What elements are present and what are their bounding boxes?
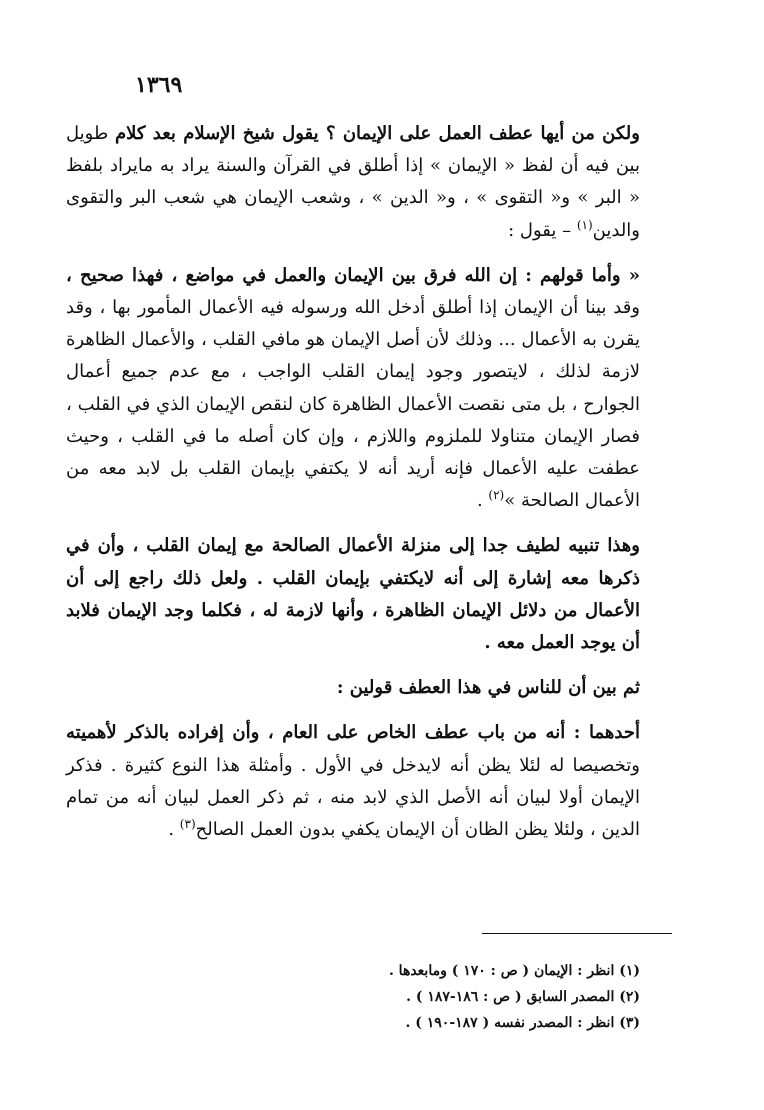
paragraph-text: وتخصيصا له لئلا يظن أنه لايدخل في الأول . وأمثلة هذا النوع كثيرة . فذكر الإيمان أولا لبيان أنه الأصل الذي لابد منه ، ثم ذكر العمل لبيان أنه من تمام الدين ، ولئلا يظن الظان أن الإيمان يكفي بدون العمل الصالح — [66, 754, 640, 841]
footnote-reference: (٣) — [179, 817, 196, 832]
paragraph-commentary — [66, 530, 640, 659]
paragraph-tail: . — [168, 819, 180, 841]
body-text — [66, 118, 640, 846]
footnote-3: (٣) انظر : المصدر نفسه ( ١٨٧-١٩٠ ) . — [405, 1015, 640, 1031]
paragraph-text: طويل بين فيه أن لفظ « الإيمان » إذا أطلق في القرآن والسنة يراد به مايراد بلفظ « البر » و« التقوى » ، و« الدين » ، وشعب الإيمان هي شعب البر والتقوى والدين — [66, 123, 640, 241]
paragraph-lead: أحدهما : أنه من باب عطف الخاص على العام ، وأن إفراده بالذكر لأهميته — [66, 722, 640, 744]
footnote-reference: (١) — [576, 217, 593, 232]
page-number: ١٣٦٩ — [135, 72, 183, 98]
paragraph-lead: وهذا تنبيه لطيف جدا إلى منزلة الأعمال الصالحة مع إيمان القلب ، وأن في ذكرها معه إشارة إلى أنه لايكتفي بإيمان القلب . ولعل ذلك راجع إلى أن الأعمال من دلائل الإيمان الظاهرة ، وأنها لازمة له ، فكلما وجد الإيمان فلابد أن يوجد العمل معه . — [66, 535, 640, 654]
paragraph-lead: ثم بين أن للناس في هذا العطف قولين : — [336, 677, 640, 699]
paragraph-tail: – يقول : — [508, 219, 577, 241]
footnote-divider — [482, 933, 672, 934]
paragraph-tail: . — [476, 490, 489, 512]
footnote-1: (١) انظر : الإيمان ( ص : ١٧٠ ) ومابعدها . — [388, 963, 640, 979]
footnote-2: (٢) المصدر السابق ( ص : ١٨٦-١٨٧ ) . — [406, 989, 640, 1005]
paragraph-text: وقد بينا أن الإيمان إذا أطلق أدخل الله ورسوله فيه الأعمال المأمور بها ، وقد يقرن به الأعمال ... وذلك لأن أصل الإيمان هو مافي القلب ، والأعمال الظاهرة لازمة لذلك ، لايتصور وجود إيمان القلب الواجب ، مع عدم جميع أعمال الجوارح ، بل متى نقصت الأعمال الظاهرة كان لنقص الإيمان الذي في القلب ، فصار الإيمان متناولا للملزوم واللازم ، وإن كان أصله ما في القلب ، وحيث عطفت عليه الأعمال فإنه أريد أنه لا يكتفي بإيمان القلب بل لابد معه من الأعمال الصالحة » — [66, 297, 640, 512]
paragraph-first-view — [66, 717, 640, 846]
footnotes — [389, 958, 640, 1036]
footnote-reference: (٢) — [488, 488, 505, 503]
paragraph-lead: « وأما قولهم : إن الله فرق بين الإيمان والعمل في مواضع ، فهذا صحيح ، — [66, 264, 640, 286]
paragraph-two-views — [66, 672, 640, 704]
paragraph-quotation — [66, 260, 640, 518]
paragraph-lead: ولكن من أيها عطف العمل على الإيمان ؟ يقول شيخ الإسلام بعد كلام — [115, 123, 640, 144]
paragraph-question — [66, 118, 640, 247]
